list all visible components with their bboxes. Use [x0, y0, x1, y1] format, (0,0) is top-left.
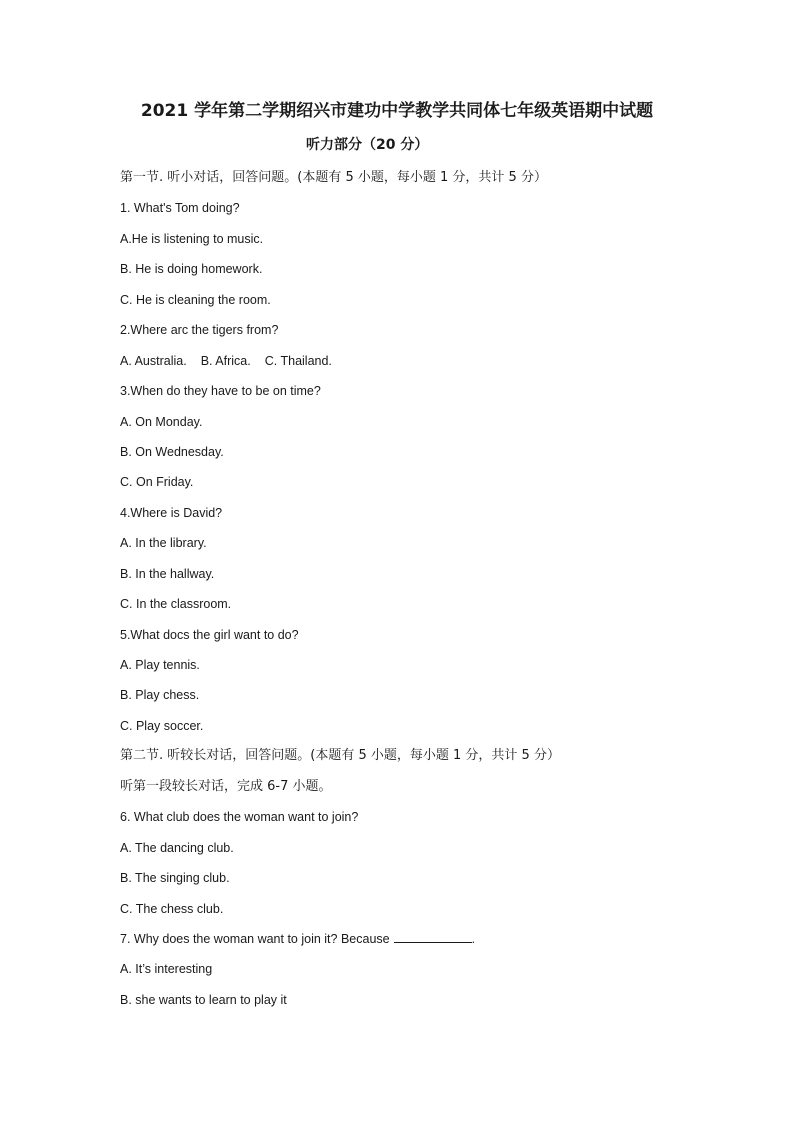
question-1-option-c: C. He is cleaning the room.: [120, 292, 271, 307]
exam-content: [120, 166, 720, 1018]
question-7-option-a: A. It’s interesting: [120, 962, 213, 977]
question-3-option-a: A. On Monday.: [120, 414, 203, 429]
question-2-option-b: B. Africa.: [200, 353, 251, 368]
question-2-options: [120, 349, 720, 379]
question-7: [120, 927, 720, 957]
question-6: 6. What club does the woman want to join?: [120, 810, 359, 825]
section2-heading: 第二节. 听较长对话，回答问题。(本题有 5 小题，每小题 1 分，共计 5 分）: [120, 748, 560, 764]
question-5-option-b: B. Play chess.: [120, 688, 200, 703]
section-subtitle: 听力部分（20 分）: [306, 137, 429, 153]
question-1-option-a: A.He is listening to music.: [120, 231, 264, 246]
question-2: 2.Where arc the tigers from?: [120, 323, 279, 338]
section1-heading: 第一节. 听小对话，回答问题。(本题有 5 小题，每小题 1 分，共计 5 分）: [120, 170, 547, 185]
question-2-option-c: C. Thailand.: [264, 353, 332, 368]
question-5-option-a: A. Play tennis.: [120, 658, 200, 672]
answer-blank: [394, 930, 472, 943]
section2-instruction: 听第一段较长对话，完成 6-7 小题。: [120, 778, 332, 794]
question-3: 3.When do they have to be on time?: [120, 384, 321, 399]
question-7-end: .: [471, 931, 476, 946]
question-2-option-a: A. Australia.: [120, 353, 187, 368]
question-4-option-b: B. In the hallway.: [120, 566, 215, 581]
question-7-option-b: B. she wants to learn to play it: [120, 992, 287, 1007]
question-6-option-b: B. The singing club.: [120, 871, 230, 886]
question-6-option-a: A. The dancing club.: [120, 840, 234, 855]
question-4-option-a: A. In the library.: [120, 536, 207, 551]
question-7-text: 7. Why does the woman want to join it? Because: [120, 931, 390, 946]
question-4-option-c: C. In the classroom.: [120, 597, 232, 612]
question-5-option-c: C. Play soccer.: [120, 718, 204, 733]
question-1-option-b: B. He is doing homework.: [120, 262, 263, 277]
question-4: 4.Where is David?: [120, 505, 223, 520]
page-title: 2021 学年第二学期绍兴市建功中学教学共同体七年级英语期中试题: [140, 101, 654, 121]
question-3-option-b: B. On Wednesday.: [120, 444, 224, 459]
question-3-option-c: C. On Friday.: [120, 475, 194, 490]
question-1: 1. What's Tom doing?: [120, 201, 240, 216]
question-5: 5.What docs the girl want to do?: [120, 627, 299, 642]
question-6-option-c: C. The chess club.: [120, 901, 224, 916]
